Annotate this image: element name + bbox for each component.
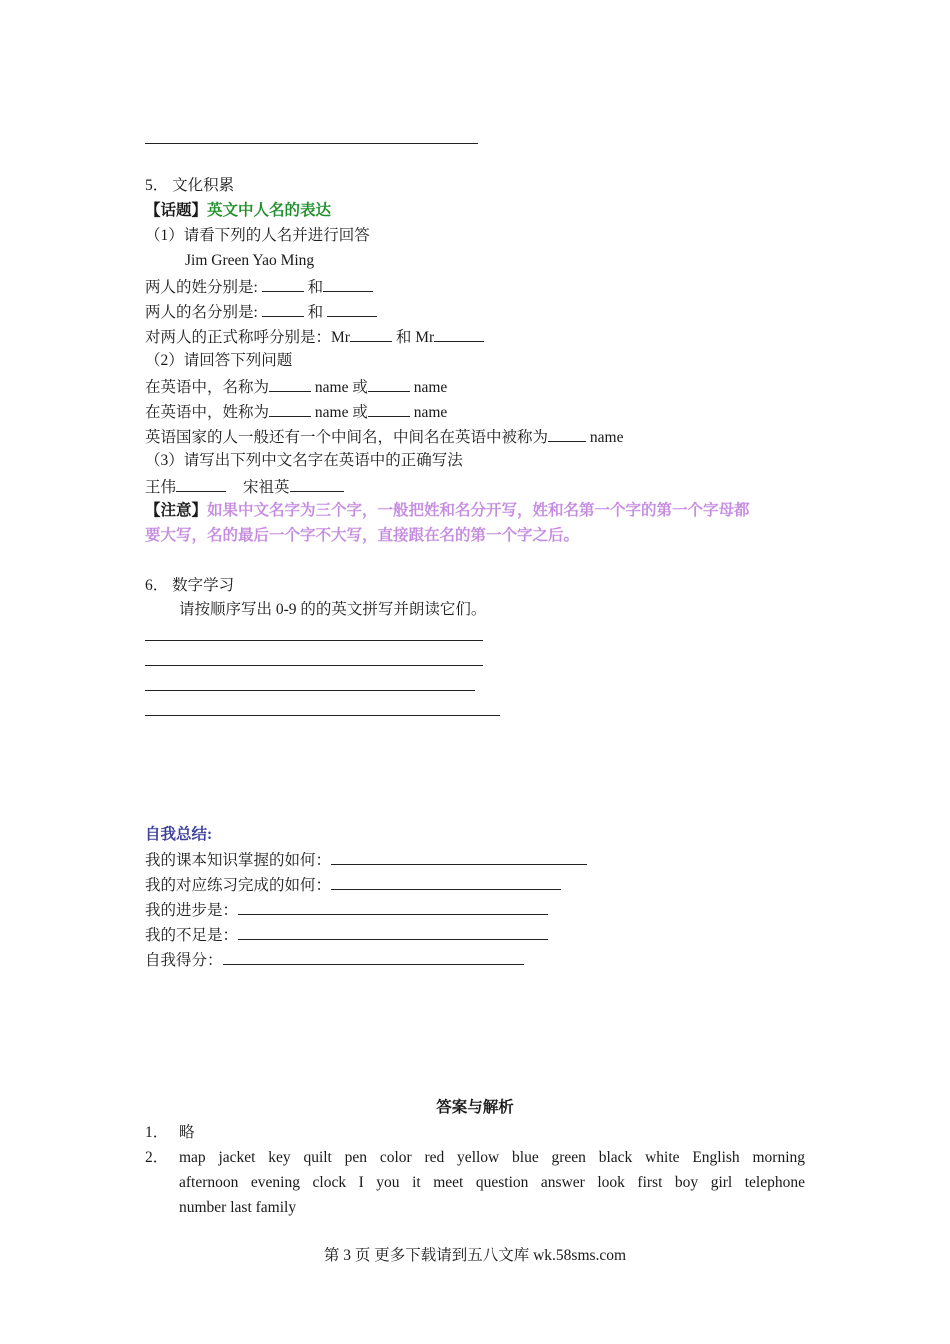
blank[interactable] [269,401,311,417]
topic-line [145,201,331,221]
answer-1-text: 略 [179,1124,195,1141]
summary-exercise-label: 我的对应练习完成的如何： [145,877,332,894]
answer-2-line-3: number last family [179,1199,297,1216]
blank[interactable] [323,276,373,292]
surnames-label: 两人的姓分别是: [145,279,258,296]
summary-progress-label: 我的进步是： [145,902,239,919]
section-6-title: 6． 数字学习 [145,577,235,594]
section-6-instruction: 请按顺序写出 0-9 的的英文拼写并朗读它们。 [179,601,487,618]
topic-bracket: 【话题】 [145,202,208,219]
family-name-term-line [145,401,447,423]
name-song: 宋祖英 [243,479,290,496]
middle-name-label: 英语国家的人一般还有一个中间名，中间名在英语中被称为 [145,429,549,446]
question-2: （2）请回答下列问题 [145,352,293,369]
name-wang: 王伟 [145,479,177,496]
formal-label: 对两人的正式称呼分别是：Mr [145,329,350,346]
answer-line[interactable] [145,665,483,666]
topic-text: 英文中人名的表达 [207,202,332,219]
question-1: （1）请看下列的人名并进行回答 [145,227,370,244]
answers-title: 答案与解析 [436,1099,514,1116]
blank[interactable] [368,401,410,417]
blank[interactable] [269,376,311,392]
summary-score-label: 自我得分： [145,952,223,969]
blank[interactable] [331,874,561,890]
summary-knowledge-label: 我的课本知识掌握的如何： [145,852,332,869]
blank[interactable] [548,426,586,442]
blank[interactable] [238,924,548,940]
blank[interactable] [262,276,304,292]
answer-2-num: 2． [145,1149,169,1166]
name-label: name [589,429,624,446]
summary-progress [145,899,548,921]
answer-line[interactable] [145,715,500,716]
formal-address-line [145,326,484,348]
blank[interactable] [262,301,304,317]
answer-1-num: 1． [145,1124,169,1141]
answer-line[interactable] [145,143,478,144]
and-mr-label: 和 Mr [395,329,435,346]
example-names: Jim Green Yao Ming [185,252,315,269]
given-name-term-line [145,376,447,398]
answer-line[interactable] [145,690,475,691]
middle-name-line [145,426,623,448]
page-footer: 第 3 页 更多下载请到五八文库 wk.58sms.com [323,1247,627,1264]
answer-2-line-2: afternoon evening clock I you it meet question answer look first boy girl telephone [179,1174,805,1191]
and-label: 和 [307,304,324,321]
summary-shortcoming-label: 我的不足是： [145,927,239,944]
chinese-names-line [145,476,344,498]
given-name-label: 在英语中，名称为 [145,379,270,396]
note-text-1: 如果中文名字为三个字，一般把姓和名分开写，姓和名第一个字的第一个字母都 [207,502,750,519]
note-line-1 [145,501,750,521]
blank[interactable] [176,476,226,492]
given-names-line [145,301,377,323]
blank[interactable] [238,899,548,915]
summary-shortcoming [145,924,548,946]
summary-score [145,949,524,971]
and-label: 和 [307,279,324,296]
summary-knowledge [145,849,587,871]
note-bracket: 【注意】 [145,502,208,519]
blank[interactable] [327,301,377,317]
blank[interactable] [223,949,524,965]
name-label: name [413,379,448,396]
blank[interactable] [434,326,484,342]
note-text-2: 要大写，名的最后一个字不大写，直接跟在名的第一个字之后。 [145,527,580,544]
answer-line[interactable] [145,640,483,641]
given-names-label: 两人的名分别是: [145,304,258,321]
family-name-label: 在英语中，姓称为 [145,404,270,421]
answer-2-text [179,1145,805,1220]
summary-exercise [145,874,561,896]
blank[interactable] [368,376,410,392]
answer-2-line-1: map jacket key quilt pen color red yellow blue green black white English morning [179,1149,805,1166]
question-3: （3）请写出下列中文名字在英语中的正确写法 [145,452,463,469]
name-or-label: name 或 [314,404,368,421]
name-label: name [413,404,448,421]
name-or-label: name 或 [314,379,368,396]
blank[interactable] [290,476,344,492]
section-5-title: 5． 文化积累 [145,177,235,194]
surnames-line [145,276,373,298]
blank[interactable] [331,849,587,865]
blank[interactable] [350,326,392,342]
summary-title: 自我总结: [145,826,213,843]
